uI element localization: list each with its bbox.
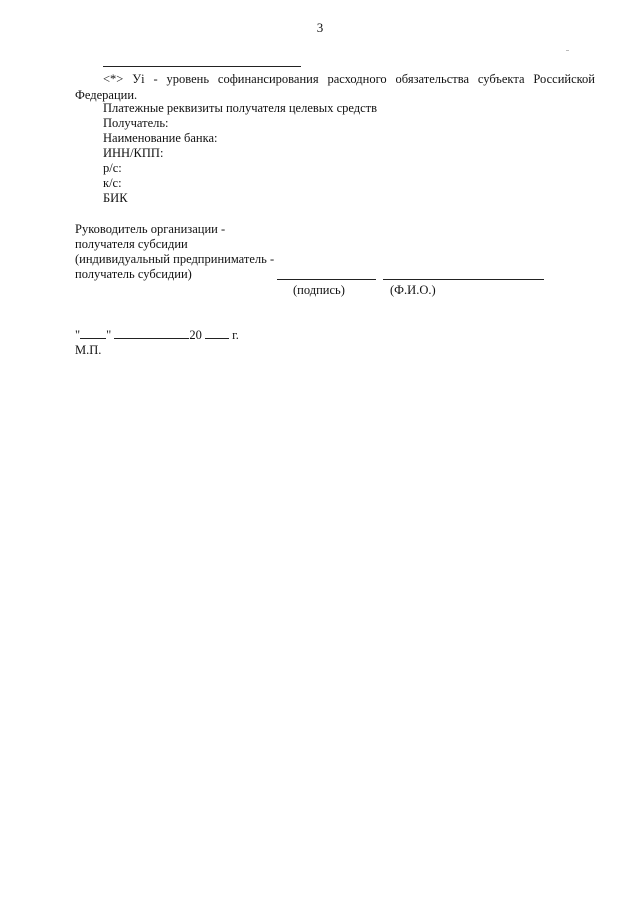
signature-line xyxy=(277,279,376,280)
requisites-corr-account: к/с: xyxy=(103,176,122,190)
signer-title-line-3: (индивидуальный предприниматель - xyxy=(75,252,275,266)
requisites-account: р/с: xyxy=(103,161,122,175)
date-close-quote: " xyxy=(106,328,112,342)
footnote-line-2: Федерации. xyxy=(75,88,138,102)
footnote-separator xyxy=(103,66,301,67)
requisites-heading: Платежные реквизиты получателя целевых средств xyxy=(103,101,378,115)
page-number: 3 xyxy=(316,20,324,35)
full-name-line xyxy=(383,279,544,280)
seal-mark: М.П. xyxy=(75,343,102,357)
date-day-blank xyxy=(80,326,106,339)
full-name-caption: (Ф.И.О.) xyxy=(390,283,436,297)
requisites-recipient: Получатель: xyxy=(103,116,169,130)
requisites-bik: БИК xyxy=(103,191,128,205)
date-open-quote: " xyxy=(75,328,81,342)
signer-title-line-2: получателя субсидии xyxy=(75,237,188,251)
date-row xyxy=(75,326,239,343)
date-year-suffix: г. xyxy=(232,328,239,342)
date-month-blank xyxy=(114,326,189,339)
footnote xyxy=(75,71,595,103)
scan-speck xyxy=(566,50,569,51)
signer-title-line-1: Руководитель организации - xyxy=(75,222,226,236)
requisites-inn-kpp: ИНН/КПП: xyxy=(103,146,164,160)
signer-title-line-4: получатель субсидии) xyxy=(75,267,192,281)
requisites-bank: Наименование банка: xyxy=(103,131,218,145)
date-year-blank xyxy=(205,326,229,339)
date-year-prefix: 20 xyxy=(189,328,202,342)
footnote-line-1: <*> Уi - уровень софинансирования расходного обязательства субъекта Российской xyxy=(103,72,595,86)
signature-caption: (подпись) xyxy=(293,283,345,297)
